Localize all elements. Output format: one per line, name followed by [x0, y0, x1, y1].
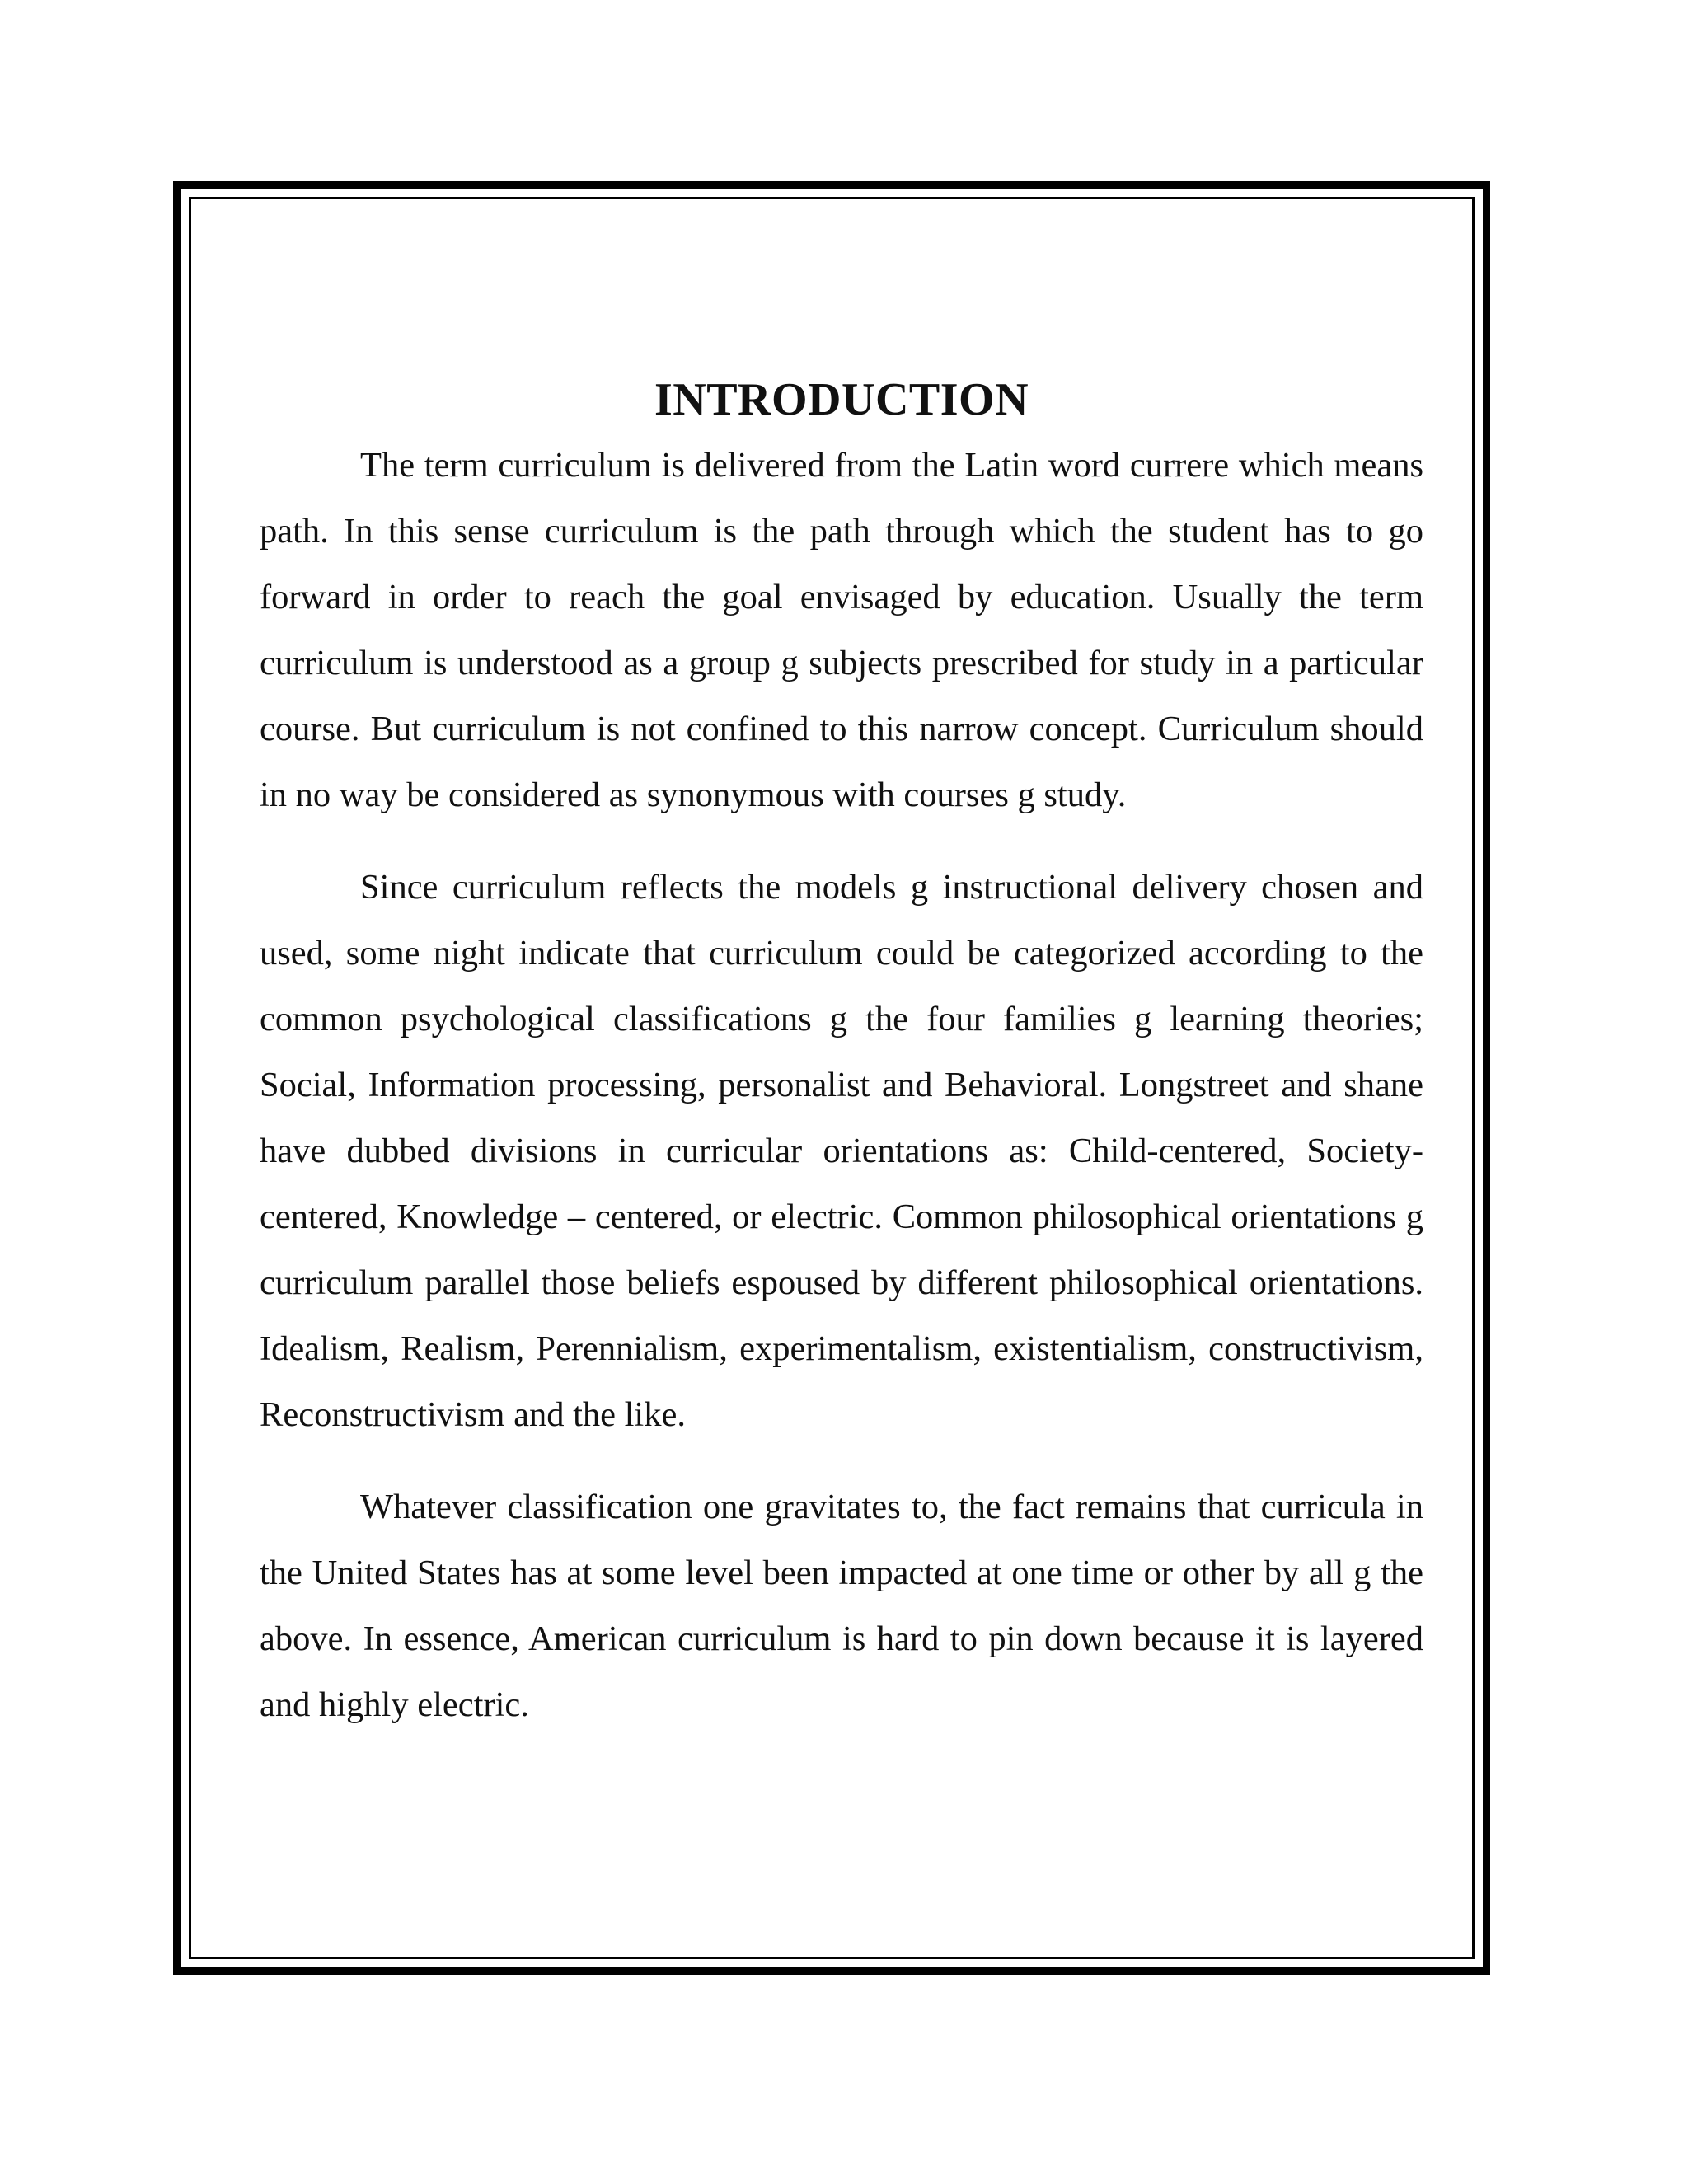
paragraph-1: The term curriculum is delivered from the Latin word currere which means path. In this sense curriculum is the path through which the student has to go forward in order to reach the goal envisaged by education. Usually the term curriculum is understood as a group g subjects prescribed for study in a particular course. But curriculum is not confined to this narrow concept. Curriculum should in no way be considered as synonymous with courses g study.	[260, 446, 1423, 814]
page-title: INTRODUCTION	[654, 374, 1029, 425]
paragraph-2: Since curriculum reflects the models g instructional delivery chosen and used, some night indicate that curriculum could be categorized according to the common psychological classifications g the four families g learning theories; Social, Information processing, personalist and Behavioral. Longstreet and shane have dubbed divisions in curricular orientations as: Child-centered, Society-centered, Knowledge – centered, or electric. Common philosophical orientations g curriculum parallel those beliefs espoused by different philosophical orientations. Idealism, Realism, Perennialism, experimentalism, existentialism, constructivism, Reconstructivism and the like.	[260, 868, 1423, 1434]
paragraph-3: Whatever classification one gravitates to, the fact remains that curricula in the United States has at some level been impacted at one time or other by all g the above. In essence, American curriculum is hard to pin down because it is layered and highly electric.	[260, 1488, 1423, 1724]
document-body	[260, 367, 1423, 1738]
